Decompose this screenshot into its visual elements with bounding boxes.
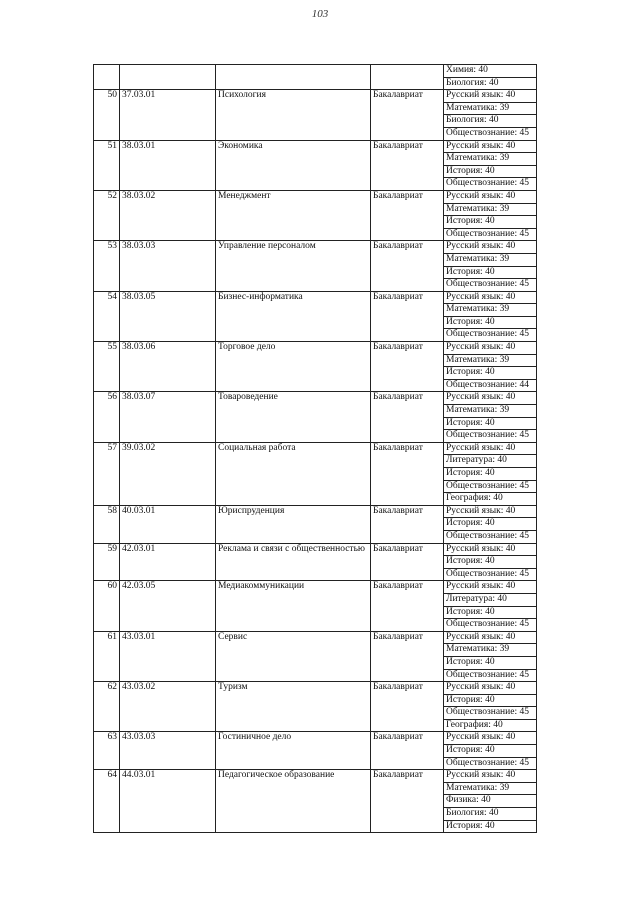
subject-score-cell: Обществознание: 45 — [444, 127, 537, 140]
education-level-cell: Бакалавриат — [371, 342, 444, 392]
subject-score-cell: Русский язык: 40 — [444, 241, 537, 254]
subject-score-cell: Русский язык: 40 — [444, 682, 537, 695]
table-row — [94, 241, 537, 254]
row-number-cell: 53 — [94, 241, 120, 291]
education-level-cell: Бакалавриат — [371, 543, 444, 581]
program-code-cell: 43.03.03 — [120, 732, 216, 770]
subject-score-cell: История: 40 — [444, 266, 537, 279]
subject-score-cell: Русский язык: 40 — [444, 770, 537, 783]
education-level-cell: Бакалавриат — [371, 241, 444, 291]
program-code-cell: 38.03.03 — [120, 241, 216, 291]
row-number-cell: 54 — [94, 291, 120, 341]
row-number-cell: 56 — [94, 392, 120, 442]
program-name-cell: Реклама и связи с общественностью — [216, 543, 371, 581]
subject-score-cell: История: 40 — [444, 367, 537, 380]
subject-score-cell: Математика: 39 — [444, 354, 537, 367]
education-level-cell: Бакалавриат — [371, 732, 444, 770]
subject-score-cell: История: 40 — [444, 694, 537, 707]
program-name-cell: Педагогическое образование — [216, 770, 371, 833]
subject-score-cell: Обществознание: 45 — [444, 669, 537, 682]
subject-score-cell: Русский язык: 40 — [444, 291, 537, 304]
subject-score-cell: Русский язык: 40 — [444, 581, 537, 594]
program-code-cell — [120, 65, 216, 90]
table-row — [94, 543, 537, 556]
program-name-cell: Туризм — [216, 682, 371, 732]
row-number-cell: 55 — [94, 342, 120, 392]
subject-score-cell: География: 40 — [444, 493, 537, 506]
subject-score-cell: История: 40 — [444, 656, 537, 669]
subject-score-cell: История: 40 — [444, 417, 537, 430]
subject-score-cell: Биология: 40 — [444, 808, 537, 821]
program-name-cell: Юриспруденция — [216, 505, 371, 543]
subject-score-cell: Обществознание: 45 — [444, 757, 537, 770]
row-number-cell: 50 — [94, 90, 120, 140]
program-name-cell: Менеджмент — [216, 190, 371, 240]
program-code-cell: 40.03.01 — [120, 505, 216, 543]
subject-score-cell: Обществознание: 45 — [444, 329, 537, 342]
row-number-cell: 57 — [94, 442, 120, 505]
row-number-cell: 59 — [94, 543, 120, 581]
row-number-cell — [94, 65, 120, 90]
subject-score-cell: Русский язык: 40 — [444, 140, 537, 153]
subject-score-cell: География: 40 — [444, 719, 537, 732]
subject-score-cell: Русский язык: 40 — [444, 543, 537, 556]
table-row — [94, 581, 537, 594]
subject-score-cell: Математика: 39 — [444, 153, 537, 166]
education-level-cell: Бакалавриат — [371, 682, 444, 732]
education-level-cell: Бакалавриат — [371, 190, 444, 240]
subject-score-cell: Биология: 40 — [444, 115, 537, 128]
subject-score-cell: Обществознание: 45 — [444, 279, 537, 292]
subject-score-cell: Математика: 39 — [444, 405, 537, 418]
table-row — [94, 631, 537, 644]
education-level-cell: Бакалавриат — [371, 631, 444, 681]
subject-score-cell: Русский язык: 40 — [444, 190, 537, 203]
subject-score-cell: Литература: 40 — [444, 593, 537, 606]
row-number-cell: 58 — [94, 505, 120, 543]
program-name-cell: Медиакоммуникации — [216, 581, 371, 631]
program-code-cell: 38.03.05 — [120, 291, 216, 341]
education-level-cell — [371, 65, 444, 90]
program-code-cell: 38.03.01 — [120, 140, 216, 190]
education-level-cell: Бакалавриат — [371, 770, 444, 833]
program-code-cell: 43.03.01 — [120, 631, 216, 681]
program-name-cell: Гостиничное дело — [216, 732, 371, 770]
subject-score-cell: Математика: 39 — [444, 304, 537, 317]
row-number-cell: 61 — [94, 631, 120, 681]
program-code-cell: 42.03.01 — [120, 543, 216, 581]
subject-score-cell: Обществознание: 44 — [444, 379, 537, 392]
table-row — [94, 65, 537, 78]
subject-score-cell: Математика: 39 — [444, 253, 537, 266]
row-number-cell: 60 — [94, 581, 120, 631]
program-code-cell: 39.03.02 — [120, 442, 216, 505]
subject-score-cell: Математика: 39 — [444, 102, 537, 115]
subject-score-cell: Биология: 40 — [444, 77, 537, 90]
subject-score-cell: Русский язык: 40 — [444, 90, 537, 103]
subject-score-cell: Литература: 40 — [444, 455, 537, 468]
table-row — [94, 770, 537, 783]
program-name-cell: Психология — [216, 90, 371, 140]
subject-score-cell: История: 40 — [444, 606, 537, 619]
program-name-cell: Социальная работа — [216, 442, 371, 505]
table-row — [94, 190, 537, 203]
subject-score-cell: История: 40 — [444, 556, 537, 569]
subject-score-cell: Русский язык: 40 — [444, 442, 537, 455]
row-number-cell: 62 — [94, 682, 120, 732]
education-level-cell: Бакалавриат — [371, 392, 444, 442]
subject-score-cell: Русский язык: 40 — [444, 342, 537, 355]
program-code-cell: 44.03.01 — [120, 770, 216, 833]
program-name-cell: Торговое дело — [216, 342, 371, 392]
table-row — [94, 392, 537, 405]
subject-score-cell: История: 40 — [444, 745, 537, 758]
subject-score-cell: История: 40 — [444, 820, 537, 833]
page-number: 103 — [311, 8, 329, 20]
program-name-cell: Бизнес-информатика — [216, 291, 371, 341]
subject-score-cell: История: 40 — [444, 468, 537, 481]
subject-score-cell: История: 40 — [444, 316, 537, 329]
program-code-cell: 37.03.01 — [120, 90, 216, 140]
program-code-cell: 42.03.05 — [120, 581, 216, 631]
subject-score-cell: Русский язык: 40 — [444, 732, 537, 745]
subject-score-cell: Обществознание: 45 — [444, 619, 537, 632]
education-level-cell: Бакалавриат — [371, 505, 444, 543]
subject-score-cell: Математика: 39 — [444, 203, 537, 216]
education-level-cell: Бакалавриат — [371, 291, 444, 341]
subject-score-cell: Обществознание: 45 — [444, 530, 537, 543]
program-name-cell: Сервис — [216, 631, 371, 681]
program-name-cell: Экономика — [216, 140, 371, 190]
table-row — [94, 342, 537, 355]
subject-score-cell: Обществознание: 45 — [444, 480, 537, 493]
table-row — [94, 505, 537, 518]
subject-score-cell: Русский язык: 40 — [444, 392, 537, 405]
subject-score-cell: Математика: 39 — [444, 644, 537, 657]
row-number-cell: 64 — [94, 770, 120, 833]
subject-score-cell: Обществознание: 45 — [444, 228, 537, 241]
subject-score-cell: Обществознание: 45 — [444, 178, 537, 191]
subject-score-cell: Обществознание: 45 — [444, 707, 537, 720]
program-code-cell: 38.03.06 — [120, 342, 216, 392]
table-row — [94, 90, 537, 103]
table-row — [94, 291, 537, 304]
row-number-cell: 63 — [94, 732, 120, 770]
subject-score-cell: История: 40 — [444, 518, 537, 531]
subject-score-cell: Русский язык: 40 — [444, 505, 537, 518]
program-name-cell — [216, 65, 371, 90]
program-code-cell: 43.03.02 — [120, 682, 216, 732]
subject-score-cell: Физика: 40 — [444, 795, 537, 808]
subject-score-cell: Химия: 40 — [444, 65, 537, 78]
subject-score-cell: Обществознание: 45 — [444, 568, 537, 581]
subject-score-cell: Математика: 39 — [444, 782, 537, 795]
education-level-cell: Бакалавриат — [371, 581, 444, 631]
education-level-cell: Бакалавриат — [371, 90, 444, 140]
subject-score-cell: История: 40 — [444, 165, 537, 178]
subject-score-cell: Обществознание: 45 — [444, 430, 537, 443]
table-row — [94, 732, 537, 745]
row-number-cell: 52 — [94, 190, 120, 240]
program-name-cell: Товароведение — [216, 392, 371, 442]
table-row — [94, 682, 537, 695]
program-code-cell: 38.03.07 — [120, 392, 216, 442]
table-row — [94, 140, 537, 153]
program-code-cell: 38.03.02 — [120, 190, 216, 240]
subject-score-cell: Русский язык: 40 — [444, 631, 537, 644]
admission-table — [93, 64, 537, 833]
subject-score-cell: История: 40 — [444, 216, 537, 229]
row-number-cell: 51 — [94, 140, 120, 190]
education-level-cell: Бакалавриат — [371, 442, 444, 505]
education-level-cell: Бакалавриат — [371, 140, 444, 190]
program-name-cell: Управление персоналом — [216, 241, 371, 291]
table-row — [94, 442, 537, 455]
